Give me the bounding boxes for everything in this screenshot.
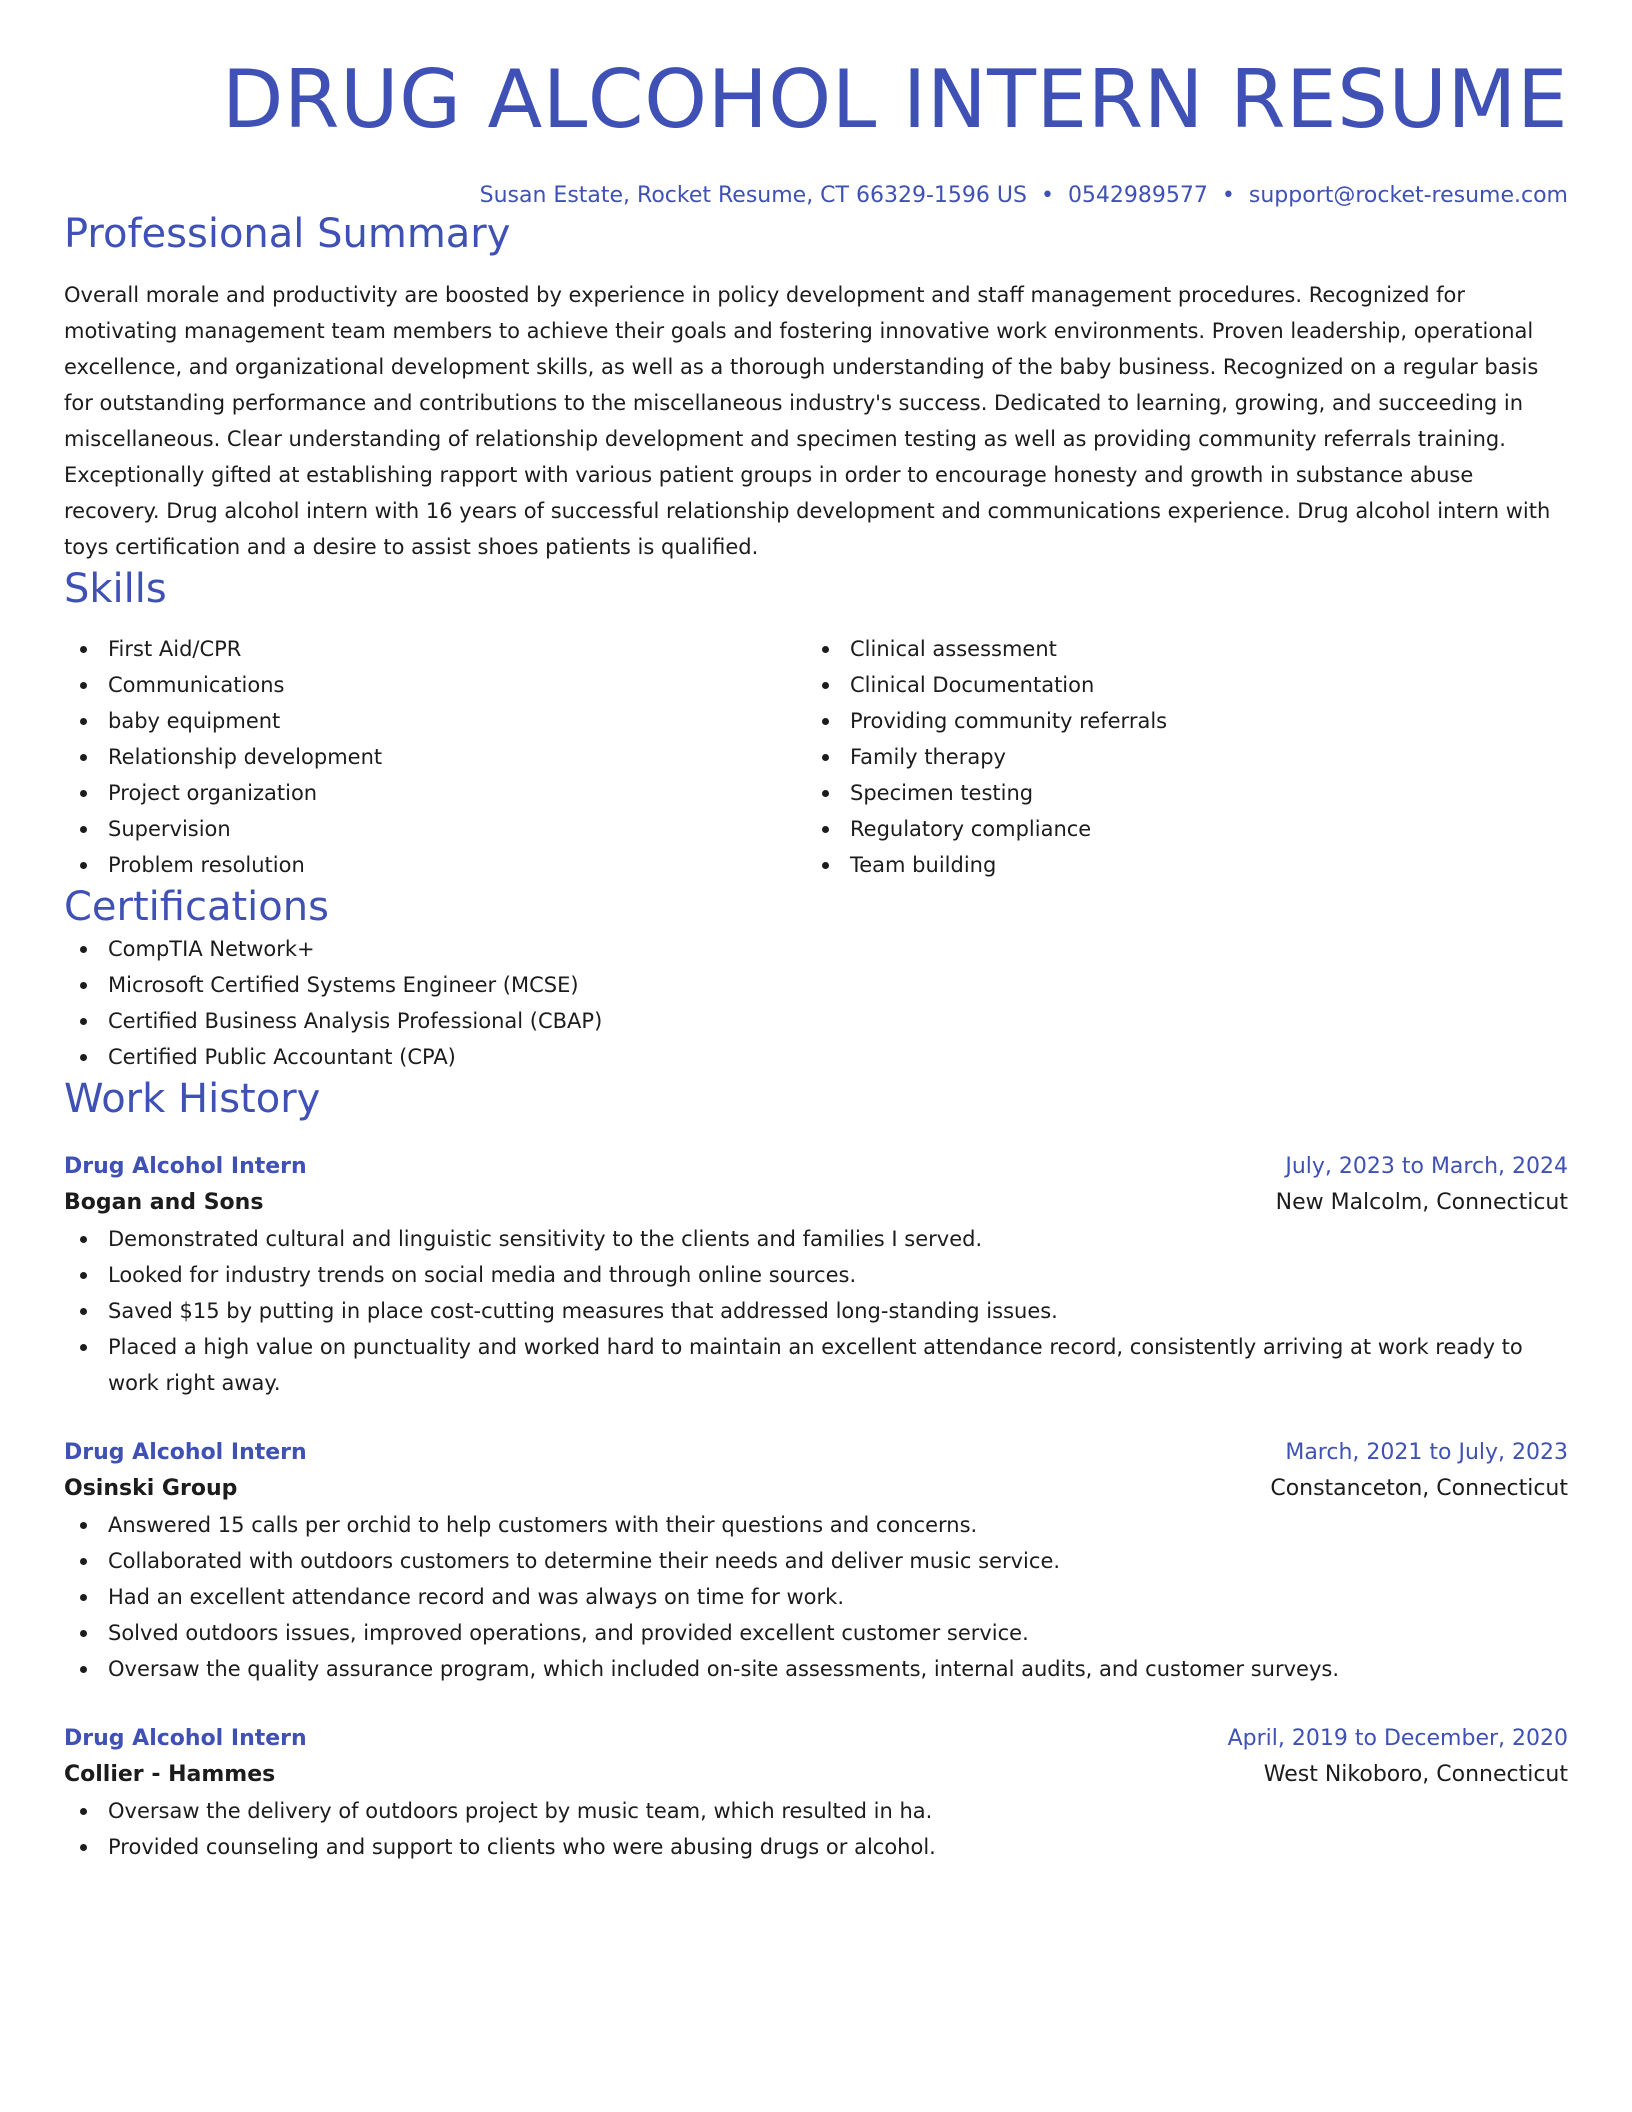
- job-duties-list: [64, 1221, 1568, 1401]
- skill-item: baby equipment: [64, 703, 806, 739]
- summary-text: Overall morale and productivity are boosted by experience in policy development and staff management procedures. Recognized for motivating management team members to achieve their goals and fostering innovative work environments. Proven leadership, operational excellence, and organizational development skills, as well as a thorough understanding of the baby business. Recognized on a regular basis for outstanding performance and contributions to the miscellaneous industry's success. Dedicated to learning, growing, and succeeding in miscellaneous. Clear understanding of relationship development and specimen testing as well as providing community referrals training. Exceptionally gifted at establishing rapport with various patient groups in order to encourage honesty and growth in substance abuse recovery. Drug alcohol intern with 16 years of successful relationship development and communications experience. Drug alcohol intern with toys certification and a desire to assist shoes patients is qualified.: [64, 283, 1551, 559]
- job-company-row: [64, 1757, 1568, 1793]
- certification-item: Microsoft Certified Systems Engineer (MCSE): [64, 967, 1568, 1003]
- skill-item: Problem resolution: [64, 847, 806, 883]
- skill-item: Clinical assessment: [806, 631, 1548, 667]
- job-duty: Placed a high value on punctuality and worked hard to maintain an excellent attendance record, consistently arriving at work ready to work right away.: [64, 1329, 1568, 1401]
- job-duty: Had an excellent attendance record and was always on time for work.: [64, 1579, 1568, 1615]
- summary-heading: Professional Summary: [64, 211, 511, 257]
- job-duties-list: [64, 1507, 1568, 1687]
- skill-item: Relationship development: [64, 739, 806, 775]
- skills-heading: Skills: [64, 566, 167, 612]
- job-duty: Oversaw the delivery of outdoors project by music team, which resulted in ha.: [64, 1793, 1568, 1829]
- skills-list-left: [64, 631, 806, 883]
- job-title: Drug Alcohol Intern: [64, 1440, 307, 1465]
- job-entry: [64, 1149, 1568, 1401]
- job-duty: Collaborated with outdoors customers to determine their needs and deliver music service.: [64, 1543, 1568, 1579]
- skill-item: Communications: [64, 667, 806, 703]
- job-dates: July, 2023 to March, 2024: [1285, 1154, 1568, 1179]
- skill-item: Supervision: [64, 811, 806, 847]
- job-header-row: [64, 1435, 1568, 1471]
- job-duty: Looked for industry trends on social media and through online sources.: [64, 1257, 1568, 1293]
- skill-item: Clinical Documentation: [806, 667, 1548, 703]
- job-duty: Solved outdoors issues, improved operations, and provided excellent customer service.: [64, 1615, 1568, 1651]
- job-duty: Provided counseling and support to clients who were abusing drugs or alcohol.: [64, 1829, 1568, 1865]
- contact-line: [64, 182, 1568, 210]
- job-location: Constanceton, Connecticut: [1270, 1476, 1568, 1501]
- job-company: Bogan and Sons: [64, 1190, 264, 1215]
- skill-item: Regulatory compliance: [806, 811, 1548, 847]
- job-company-row: [64, 1471, 1568, 1507]
- contact-email[interactable]: support@rocket-resume.com: [1248, 183, 1568, 208]
- certification-item: Certified Business Analysis Professional (CBAP): [64, 1003, 1568, 1039]
- skill-item: First Aid/CPR: [64, 631, 806, 667]
- job-title: Drug Alcohol Intern: [64, 1726, 307, 1751]
- certifications-list: [64, 931, 1568, 1075]
- job-duty: Saved $15 by putting in place cost-cutting measures that addressed long-standing issues.: [64, 1293, 1568, 1329]
- job-location: West Nikoboro, Connecticut: [1263, 1762, 1568, 1787]
- skill-item: Specimen testing: [806, 775, 1548, 811]
- skills-grid: [64, 631, 1568, 883]
- skill-item: Project organization: [64, 775, 806, 811]
- job-duty: Oversaw the quality assurance program, which included on-site assessments, internal audits, and customer surveys.: [64, 1651, 1568, 1687]
- job-dates: March, 2021 to July, 2023: [1285, 1440, 1568, 1465]
- job-dates: April, 2019 to December, 2020: [1227, 1726, 1568, 1751]
- job-location: New Malcolm, Connecticut: [1275, 1190, 1568, 1215]
- job-company-row: [64, 1185, 1568, 1221]
- job-entry: [64, 1721, 1568, 1865]
- job-duty: Demonstrated cultural and linguistic sensitivity to the clients and families I served.: [64, 1221, 1568, 1257]
- contact-separator: •: [1040, 183, 1054, 208]
- job-header-row: [64, 1721, 1568, 1757]
- skill-item: Providing community referrals: [806, 703, 1548, 739]
- certification-item: Certified Public Accountant (CPA): [64, 1039, 1568, 1075]
- skills-list-right: [806, 631, 1548, 883]
- job-header-row: [64, 1149, 1568, 1185]
- job-company: Osinski Group: [64, 1476, 238, 1501]
- job-duties-list: [64, 1793, 1568, 1865]
- skill-item: Team building: [806, 847, 1548, 883]
- contact-address: Susan Estate, Rocket Resume, CT 66329-1596 US: [479, 183, 1027, 208]
- contact-phone[interactable]: 0542989577: [1067, 183, 1208, 208]
- skill-item: Family therapy: [806, 739, 1548, 775]
- contact-separator: •: [1221, 183, 1235, 208]
- work-history-heading: Work History: [64, 1076, 321, 1122]
- job-entry: [64, 1435, 1568, 1687]
- job-company: Collier - Hammes: [64, 1762, 276, 1787]
- resume-title: DRUG ALCOHOL INTERN RESUME: [221, 53, 1568, 146]
- job-duty: Answered 15 calls per orchid to help customers with their questions and concerns.: [64, 1507, 1568, 1543]
- certifications-heading: Certifications: [64, 884, 329, 930]
- job-title: Drug Alcohol Intern: [64, 1154, 307, 1179]
- certification-item: CompTIA Network+: [64, 931, 1568, 967]
